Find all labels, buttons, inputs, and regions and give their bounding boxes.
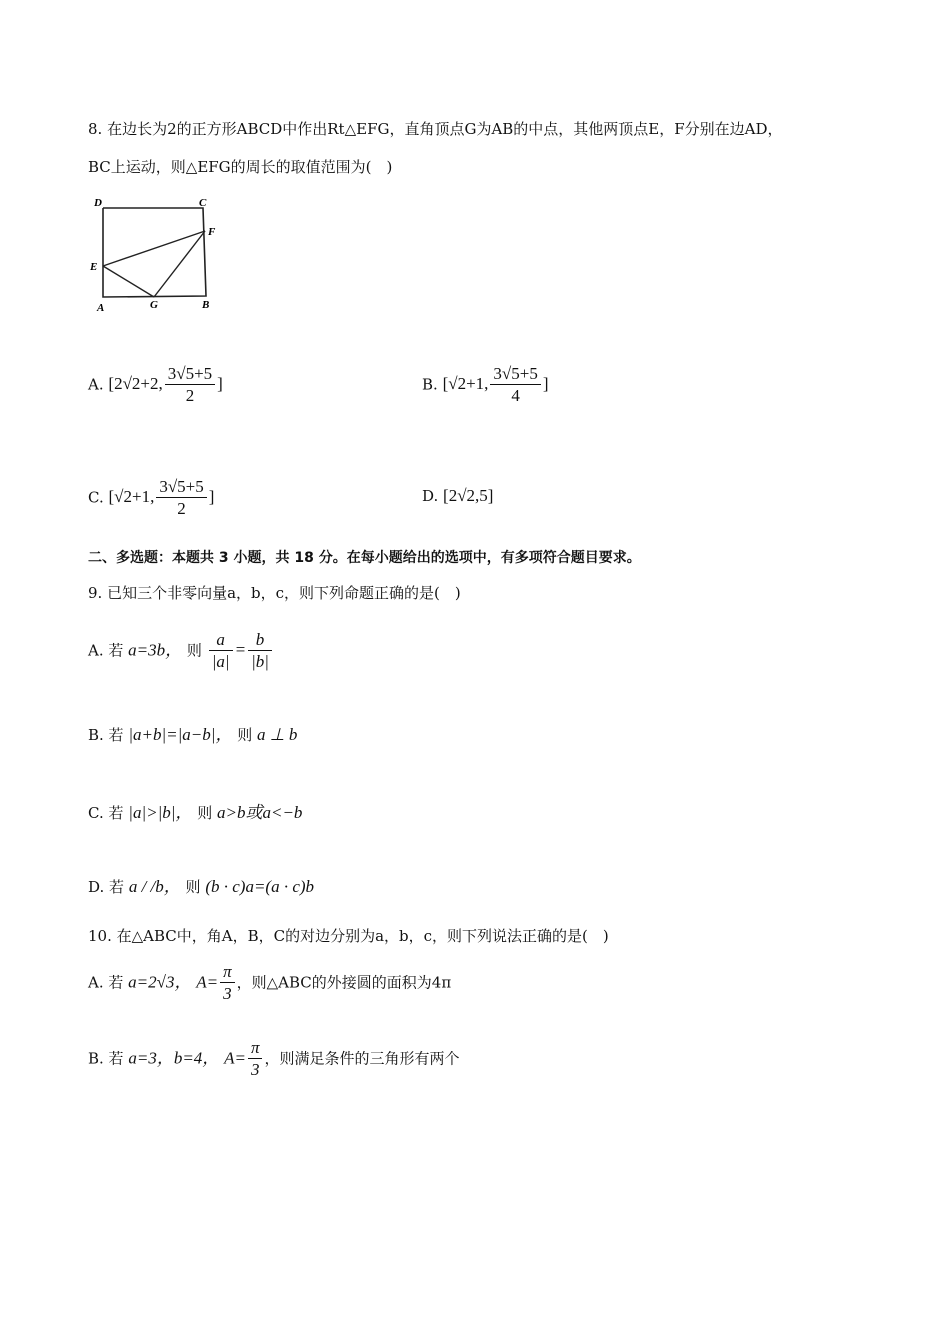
- option-label: D.: [422, 487, 439, 505]
- option-label: C.: [88, 488, 104, 507]
- label-g: G: [150, 299, 158, 311]
- angle-denominator: 3: [250, 1060, 260, 1079]
- upper-denominator: 4: [511, 386, 520, 405]
- q10-option-b[interactable]: [88, 1038, 459, 1081]
- option-label: D. 若: [88, 878, 125, 896]
- angle-denominator: 3: [223, 984, 232, 1003]
- q8-option-c[interactable]: C. [√2+1, $\frac{3√5+5}{2}$ ]: [88, 477, 215, 518]
- label-d: D: [94, 197, 102, 209]
- q10-option-a[interactable]: [88, 962, 451, 1005]
- lower-bound: 2√2+2: [114, 374, 159, 394]
- q9-stem: 9. 已知三个非零向量a，b，c，则下列命题正确的是( ): [88, 584, 461, 602]
- condition: a=3b，: [128, 640, 183, 660]
- then-word: 则: [186, 641, 202, 660]
- option-label: C. 若: [88, 804, 124, 822]
- lower-bound: √2+1: [114, 487, 151, 507]
- label-a: A: [97, 302, 105, 314]
- condition: |a|>|b|，: [128, 803, 193, 822]
- option-label: B. 若: [88, 726, 124, 744]
- upper-numerator: 3√5+5: [165, 364, 215, 385]
- option-label: B.: [422, 375, 438, 394]
- conclusion: ，则满足条件的三角形有两个: [264, 1049, 460, 1068]
- conclusion: ，则△ABC的外接圆的面积为4π: [236, 973, 452, 992]
- condition-angle-lhs: A=: [196, 972, 219, 992]
- segment-eg: [103, 266, 154, 297]
- condition-ab: a=3，b=4，: [128, 1048, 220, 1068]
- result-denominator-b: |b|: [251, 652, 269, 671]
- label-f: F: [208, 226, 216, 238]
- then-word: 则: [185, 878, 201, 896]
- condition-angle-lhs: A=: [224, 1048, 246, 1068]
- upper-denominator: 2: [185, 386, 195, 405]
- section-2-heading: 二、多选题：本题共 3 小题，共 18 分。在每小题给出的选项中，有多项符合题目要求。: [88, 550, 641, 566]
- upper-numerator: 3√5+5: [156, 477, 206, 498]
- pi-numerator: π: [248, 1038, 263, 1059]
- q9-option-d[interactable]: [88, 872, 314, 897]
- lower-bound: √2+1: [448, 374, 485, 394]
- q8-option-a[interactable]: A. [2√2+2, $\frac{3√5+5}{2}$ ]: [88, 364, 223, 405]
- then-word: 则: [237, 726, 253, 744]
- q8-stem-line2: BC上运动，则△EFG的周长的取值范围为( ): [88, 158, 393, 176]
- label-b: B: [202, 299, 210, 311]
- result-numerator-b: b: [248, 630, 272, 651]
- q10-stem: 10. 在△ABC中，角A，B，C的对边分别为a，b，c，则下列说法正确的是( ): [88, 927, 609, 945]
- result-numerator-a: a: [209, 630, 233, 651]
- condition-a: a=2√3，: [128, 972, 192, 992]
- option-label: A. 若: [88, 973, 124, 992]
- condition: a / /b，: [128, 877, 181, 896]
- upper-numerator: 3√5+5: [490, 364, 540, 385]
- pi-numerator: π: [220, 962, 235, 983]
- q8-figure: [86, 193, 226, 318]
- square-abcd: [103, 208, 206, 297]
- option-label: A. 若: [88, 641, 124, 660]
- q8-option-b[interactable]: B. [√2+1, $\frac{3√5+5}{4}$ ]: [422, 364, 549, 405]
- result-denominator-a: |a|: [211, 652, 230, 671]
- result: a>b或a<−b: [217, 803, 303, 822]
- option-label: B. 若: [88, 1049, 124, 1068]
- q9-option-c[interactable]: [88, 798, 302, 823]
- option-label: A.: [88, 375, 104, 394]
- segment-fg: [154, 231, 205, 297]
- condition: |a+b|=|a−b|，: [128, 725, 233, 744]
- q8-option-d[interactable]: [422, 486, 493, 506]
- then-word: 则: [197, 804, 213, 822]
- result: (b · c)a=(a · c)b: [205, 877, 315, 896]
- q9-option-a[interactable]: A. 若 a=3b， 则 $\frac{a}{|a|}$ = $\frac{b}{|b|}$: [88, 630, 274, 673]
- q9-option-b[interactable]: [88, 720, 297, 745]
- label-e: E: [90, 261, 98, 273]
- label-c: C: [199, 197, 207, 209]
- q8-stem-line1: 8. 在边长为2的正方形ABCD中作出Rt△EFG，直角顶点G为AB的中点，其他两顶点E，F分别在边AD，: [88, 120, 783, 138]
- segment-ef: [103, 231, 205, 266]
- result: a ⊥ b: [257, 725, 298, 744]
- upper-denominator: 2: [177, 499, 186, 518]
- option-text: [2√2,5]: [443, 486, 494, 505]
